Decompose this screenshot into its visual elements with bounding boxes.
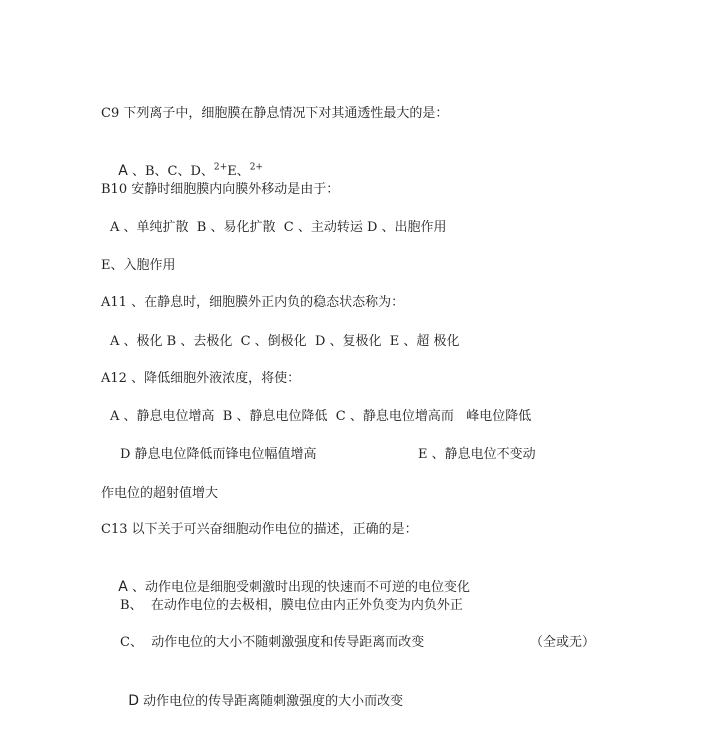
option-a-text: 、动作电位是细胞受刺激时出现的快速而不可逆的电位变化: [127, 580, 470, 595]
question-b10-stem: B10 安静时细胞膜内向膜外移动是由于：: [101, 182, 340, 197]
question-a12-options-continued: 作电位的超射值增大: [101, 486, 219, 501]
question-c13-stem: C13 以下关于可兴奋细胞动作电位的描述，正确的是：: [101, 522, 418, 537]
superscript-charge: 2+: [213, 162, 228, 173]
question-c13-option-c: C、 动作电位的大小不随刺激强度和传导距离而改变: [120, 635, 425, 650]
question-a12-stem: A12 、降低细胞外液浓度，将使：: [101, 371, 301, 386]
question-c13-option-d: [120, 674, 403, 711]
option-a-letter: A: [118, 579, 128, 595]
question-a11-options: A 、极化 B 、去极化 C 、倒极化 D 、复极化 E 、超 极化: [110, 334, 460, 349]
question-b10-options: A 、单纯扩散 B 、易化扩散 C 、主动转运 D 、出胞作用: [110, 220, 447, 235]
question-c13-option-b: B、 在动作电位的去极相，膜电位由内正外负变为内负外正: [120, 598, 463, 613]
question-a12-options: A 、静息电位增高 B 、静息电位降低 C 、静息电位增高而 峰电位降低: [110, 409, 532, 424]
option-a-letter: A: [118, 163, 128, 179]
question-a12-option-d: D 静息电位降低而锋电位幅值增高: [120, 447, 317, 462]
option-d-letter: D: [128, 693, 140, 709]
options-text: E、: [227, 164, 250, 179]
question-c9-options: [110, 144, 263, 181]
question-c13-option-c-note: （全或无）: [530, 635, 596, 650]
question-a11-stem: A11 、在静息时，细胞膜外正内负的稳态状态称为：: [101, 295, 405, 310]
question-a12-option-e: E 、静息电位不变动: [418, 447, 536, 462]
question-b10-options-continued: E、入胞作用: [101, 258, 176, 273]
option-d-text: 动作电位的传导距离随刺激强度的大小而改变: [139, 694, 404, 709]
question-c13-option-a: [110, 560, 470, 597]
superscript-charge: 2+: [249, 162, 263, 173]
question-c9-stem: C9 下列离子中，细胞膜在静息情况下对其通透性最大的是：: [101, 106, 449, 121]
options-text: 、B、C、D、: [127, 164, 214, 179]
